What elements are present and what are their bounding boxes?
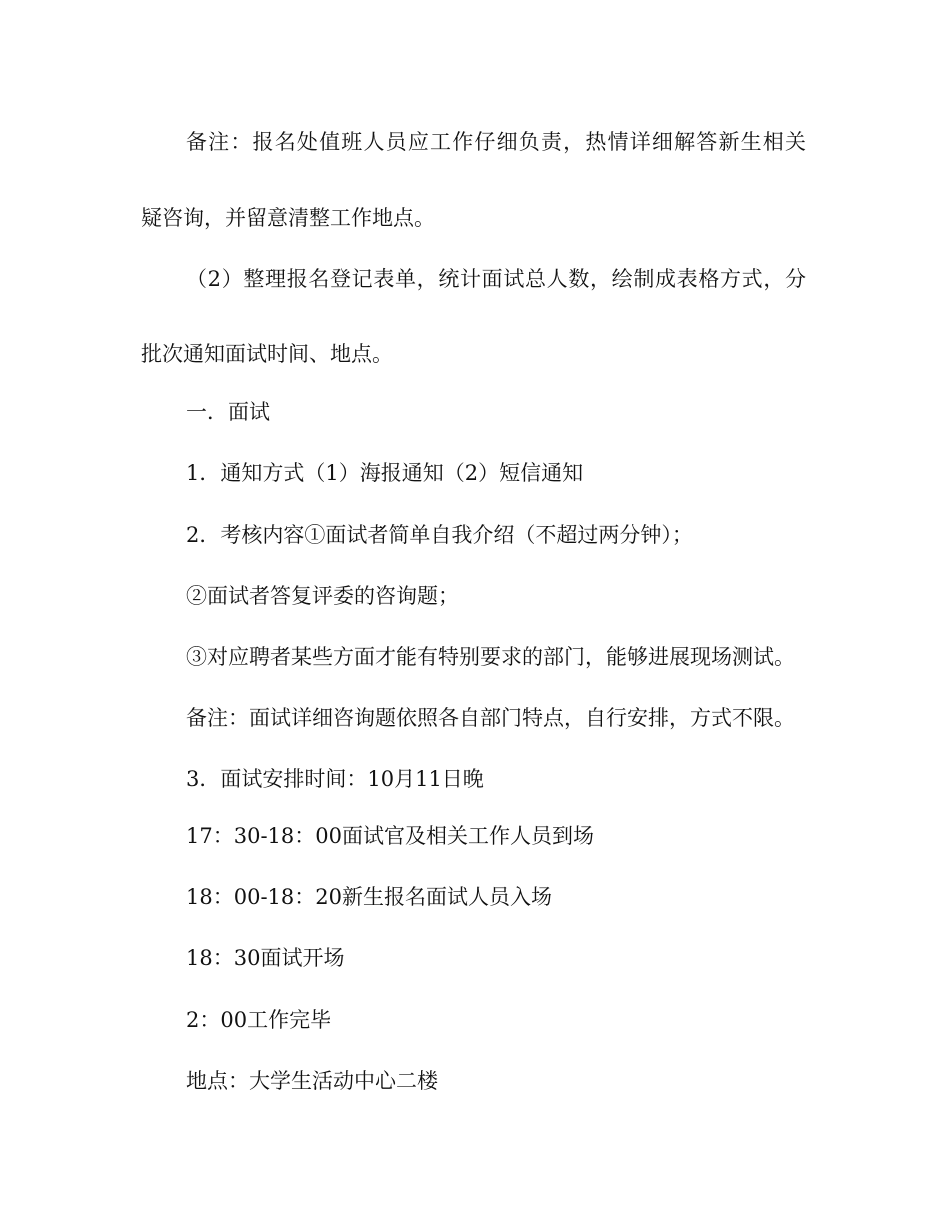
list-item-onsite-test: ③对应聘者某些方面才能有特别要求的部门，能够进展现场测试。 (186, 645, 795, 669)
paragraph-line-note-continuation: 疑咨询，并留意清整工作地点。 (141, 206, 435, 230)
list-item-notification-method: 1．通知方式（1）海报通知（2）短信通知 (186, 461, 584, 485)
paragraph-line-note-registration: 备注：报名处值班人员应工作仔细负责，热情详细解答新生相关 (186, 130, 806, 154)
schedule-item-applicant-entry: 18：00-18：20新生报名面试人员入场 (186, 885, 552, 909)
schedule-item-staff-arrival: 17：30-18：00面试官及相关工作人员到场 (186, 824, 594, 848)
list-item-schedule-date: 3．面试安排时间：10月11日晚 (186, 767, 484, 791)
paragraph-line-interview-note: 备注：面试详细咨询题依照各自部门特点，自行安排，方式不限。 (186, 706, 795, 730)
schedule-item-interview-start: 18：30面试开场 (186, 946, 345, 970)
paragraph-line-location: 地点：大学生活动中心二楼 (186, 1069, 438, 1093)
list-item-assessment-content: 2．考核内容①面试者简单自我介绍（不超过两分钟）； (186, 523, 693, 547)
section-heading-interview: 一．面试 (186, 400, 270, 424)
paragraph-line-organize-forms: （2）整理报名登记表单，统计面试总人数，绘制成表格方式，分 (186, 267, 806, 291)
paragraph-line-notify-batches: 批次通知面试时间、地点。 (141, 342, 393, 366)
schedule-item-work-end: 2：00工作完毕 (186, 1008, 332, 1032)
list-item-answer-questions: ②面试者答复评委的咨询题； (186, 584, 459, 608)
